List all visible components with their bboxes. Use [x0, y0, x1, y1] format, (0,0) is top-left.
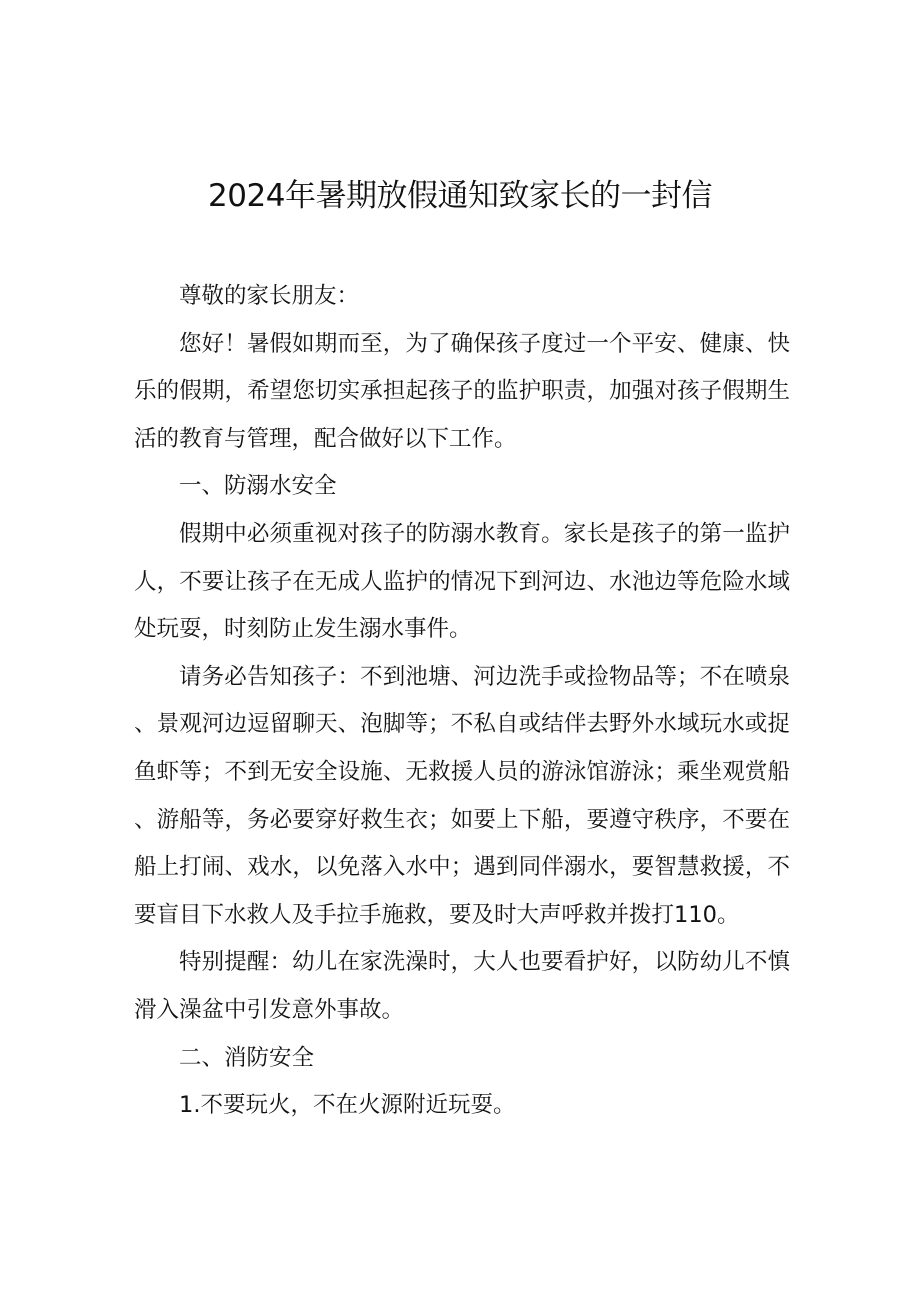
drowning-paragraph-2: 请务必告知孩子：不到池塘、河边洗手或捡物品等；不在喷泉、景观河边逗留聊天、泡脚等；不私自或结伴去野外水域玩水或捉鱼虾等；不到无安全设施、无救援人员的游泳馆游泳；乘坐观赏船、游船等，务必要穿好救生衣；如要上下船，要遵守秩序，不要在船上打闹、戏水，以免落入水中；遇到同伴溺水，要智慧救援，不要盲目下水救人及手拉手施救，要及时大声呼救并拨打110。	[134, 663, 790, 928]
section-heading-drowning: 一、防溺水安全	[179, 473, 337, 500]
intro-paragraph: 您好！暑假如期而至，为了确保孩子度过一个平安、健康、快乐的假期，希望您切实承担起孩子的监护职责，加强对孩子假期生活的教育与管理，配合做好以下工作。	[134, 330, 790, 452]
document-title: 2024年暑期放假通知致家长的一封信	[208, 178, 712, 214]
drowning-paragraph-1: 假期中必须重视对孩子的防溺水教育。家长是孩子的第一监护人，不要让孩子在无成人监护的情况下到河边、水池边等危险水域处玩耍，时刻防止发生溺水事件。	[134, 520, 790, 643]
fire-item-1: 1.不要玩火，不在火源附近玩耍。	[179, 1092, 516, 1119]
section-heading-fire: 二、消防安全	[179, 1044, 315, 1071]
drowning-paragraph-3: 特别提醒：幼儿在家洗澡时，大人也要看护好，以防幼儿不慎滑入澡盆中引发意外事故。	[134, 949, 790, 1023]
salutation: 尊敬的家长朋友：	[179, 283, 360, 309]
document-body	[134, 273, 790, 1130]
